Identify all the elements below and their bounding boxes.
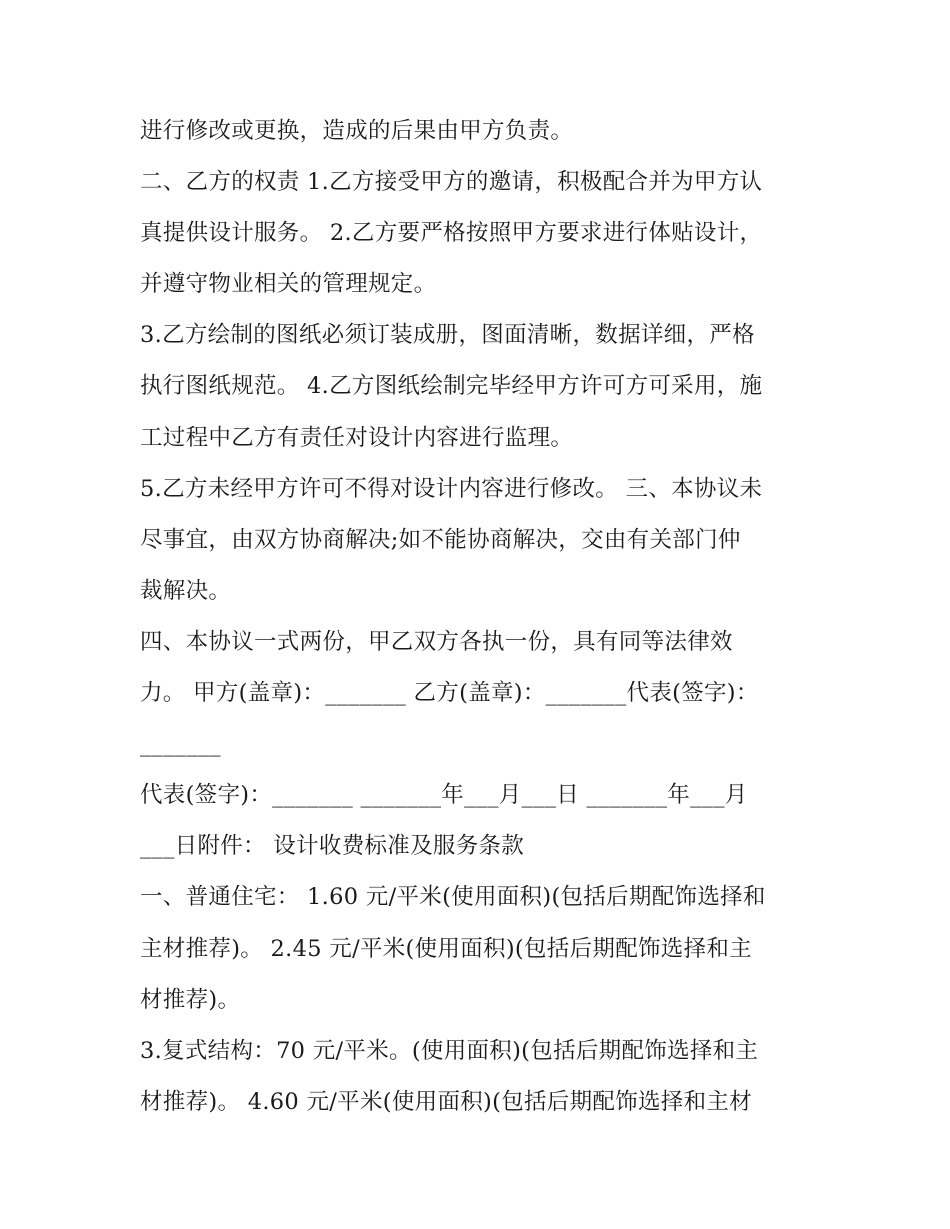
text-line: 工过程中乙方有责任对设计内容进行监理。 bbox=[140, 424, 574, 451]
text-line: 一、普通住宅： 1.60 元/平米(使用面积)(包括后期配饰选择和 bbox=[140, 884, 766, 911]
text-line: 材推荐)。 4.60 元/平米(使用面积)(包括后期配饰选择和主材 bbox=[140, 1088, 752, 1115]
text-line: _______ bbox=[140, 731, 221, 758]
text-line: 主材推荐)。 2.45 元/平米(使用面积)(包括后期配饰选择和主 bbox=[140, 935, 752, 962]
text-line: 并遵守物业相关的管理规定。 bbox=[140, 271, 437, 298]
text-line: 四、本协议一式两份，甲乙双方各执一份，具有同等法律效 bbox=[140, 628, 733, 655]
text-line: 裁解决。 bbox=[140, 577, 232, 604]
text-line: 真提供设计服务。 2.乙方要严格按照甲方要求进行体贴设计， bbox=[140, 220, 763, 247]
text-line: 进行修改或更换，造成的后果由甲方负责。 bbox=[140, 118, 574, 144]
text-line: 材推荐)。 bbox=[140, 986, 241, 1013]
document-body bbox=[140, 106, 820, 1128]
text-line: 3.复式结构：70 元/平米。(使用面积)(包括后期配饰选择和主 bbox=[140, 1037, 759, 1064]
text-line: 3.乙方绘制的图纸必须订装成册，图面清晰，数据详细，严格 bbox=[140, 322, 755, 349]
text-line: 代表(签字)：_______ _______年___月___日 _______年___月 bbox=[140, 782, 748, 809]
text-line: 执行图纸规范。 4.乙方图纸绘制完毕经甲方许可方可采用，施 bbox=[140, 373, 763, 400]
text-line: ___日附件： 设计收费标准及服务条款 bbox=[140, 833, 525, 860]
text-line: 力。 甲方(盖章)：_______ 乙方(盖章)：_______代表(签字)： bbox=[140, 680, 759, 707]
text-line: 5.乙方未经甲方许可不得对设计内容进行修改。 三、本协议未 bbox=[140, 475, 763, 502]
text-line: 二、乙方的权责 1.乙方接受甲方的邀请，积极配合并为甲方认 bbox=[140, 169, 763, 196]
text-line: 尽事宜，由双方协商解决;如不能协商解决，交由有关部门仲 bbox=[140, 526, 741, 553]
